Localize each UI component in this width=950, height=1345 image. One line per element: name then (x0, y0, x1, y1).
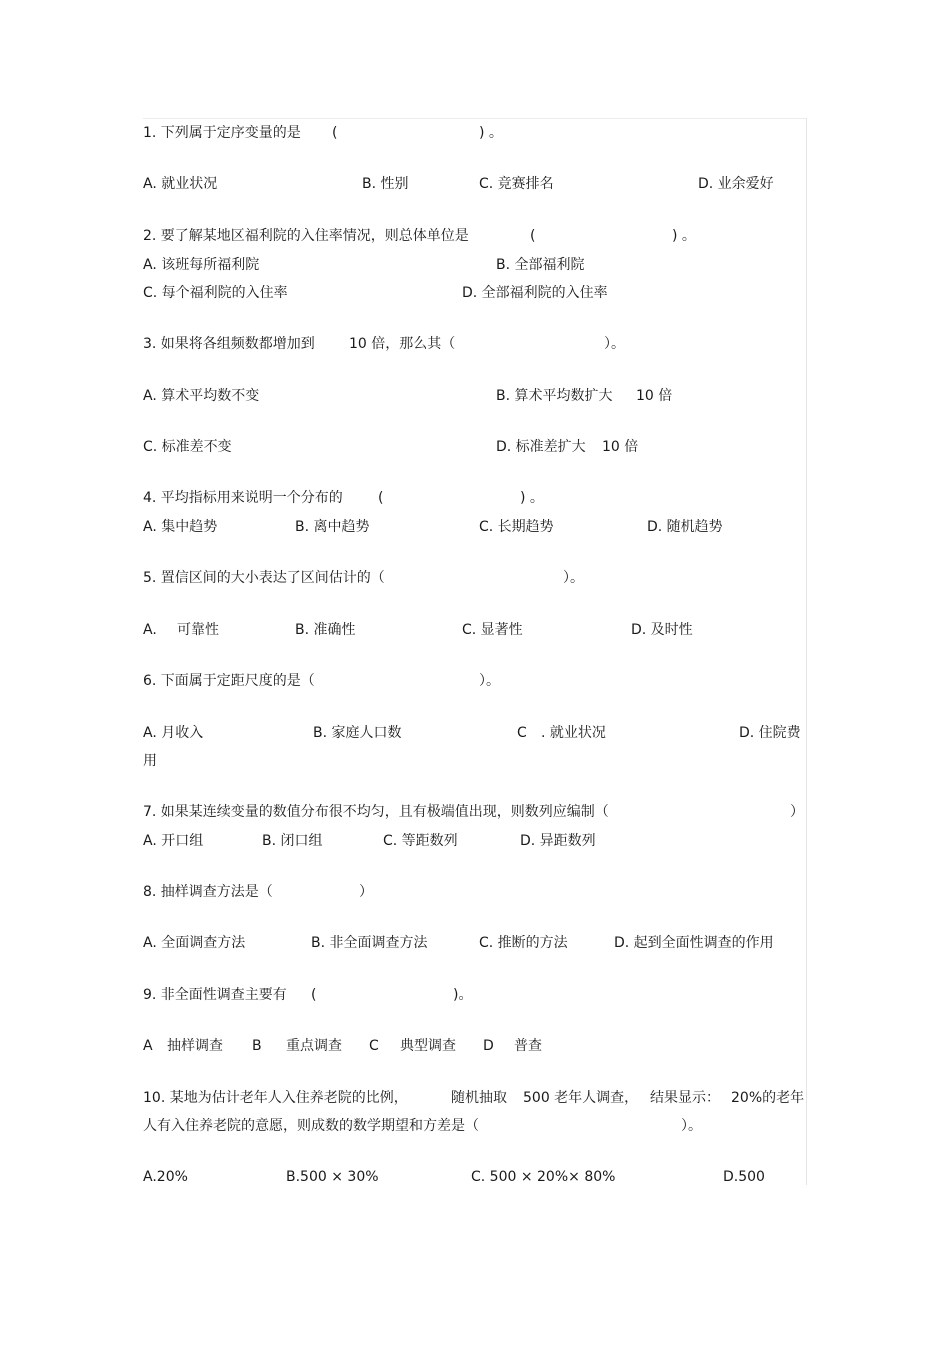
q7-option-c: C. 等距数列 (383, 833, 458, 849)
q3-option-b: B. 算术平均数扩大 (496, 388, 613, 404)
q6-option-c-letter: C (517, 725, 527, 741)
q2-option-a: A. 该班每所福利院 (143, 257, 260, 273)
q6-option-b: B. 家庭人口数 (313, 725, 402, 741)
q9-option-c: 典型调查 (400, 1038, 456, 1054)
q10-stem-b: 随机抽取 (451, 1090, 507, 1106)
q2-option-d: D. 全部福利院的入住率 (462, 285, 608, 301)
q5-option-b: B. 准确性 (295, 622, 356, 638)
q10-stem: 10. 某地为估计老年人入住养老院的比例， (143, 1090, 408, 1106)
q6-stem: 6. 下面属于定距尺度的是（ (143, 673, 315, 689)
q10-stem-line2: 人有入住养老院的意愿，则成数的数学期望和方差是（ (143, 1118, 479, 1134)
q4-stem: 4. 平均指标用来说明一个分布的 (143, 490, 343, 506)
q6-option-a: A. 月收入 (143, 725, 204, 741)
q2-paren-close: ) 。 (672, 228, 696, 244)
q3-option-d-num: 10 倍 (602, 439, 639, 455)
page-border-right (806, 118, 807, 1185)
q10-paren-close: ）。 (681, 1118, 702, 1134)
q10-option-b: B.500 × 30% (286, 1169, 379, 1185)
q4-option-a: A. 集中趋势 (143, 519, 218, 535)
q10-option-d: D.500 (723, 1169, 765, 1185)
q3-option-c: C. 标准差不变 (143, 439, 232, 455)
q3-stem-cont: 10 倍，那么其（ (349, 336, 456, 352)
q4-option-c: C. 长期趋势 (479, 519, 554, 535)
q3-paren-close: ）。 (604, 336, 625, 352)
q1-option-b: B. 性别 (362, 176, 409, 192)
q6-option-c: . 就业状况 (541, 725, 606, 741)
q6-option-d: D. 住院费 (739, 725, 801, 741)
q10-stem-e: 20%的老年 (731, 1090, 805, 1106)
q8-option-d: D. 起到全面性调查的作用 (614, 935, 774, 951)
q10-stem-c: 500 老年人调查， (523, 1090, 639, 1106)
q5-stem: 5. 置信区间的大小表达了区间估计的（ (143, 570, 385, 586)
q7-option-b: B. 闭口组 (262, 833, 323, 849)
q7-stem: 7. 如果某连续变量的数值分布很不均匀，且有极端值出现，则数列应编制（ (143, 804, 609, 820)
q7-option-d: D. 异距数列 (520, 833, 596, 849)
q5-option-a-letter: A. (143, 622, 157, 638)
q1-option-a: A. 就业状况 (143, 176, 218, 192)
q8-option-a: A. 全面调查方法 (143, 935, 246, 951)
q3-option-a: A. 算术平均数不变 (143, 388, 260, 404)
q3-option-d: D. 标准差扩大 (496, 439, 586, 455)
q9-option-a-letter: A (143, 1038, 153, 1054)
q9-stem: 9. 非全面性调查主要有 (143, 987, 287, 1003)
q2-paren-open: ( (530, 228, 536, 244)
q9-option-d: 普查 (514, 1038, 542, 1054)
q7-paren-close: ） (790, 804, 804, 820)
q1-paren-close: ) 。 (479, 125, 503, 141)
q4-paren-close: ) 。 (520, 490, 544, 506)
page-border-top (143, 118, 807, 119)
q4-option-b: B. 离中趋势 (295, 519, 370, 535)
q5-option-d: D. 及时性 (631, 622, 693, 638)
q10-option-c: C. 500 × 20%× 80% (471, 1169, 616, 1185)
q9-paren-close: )。 (453, 987, 473, 1003)
q9-option-a: 抽样调查 (167, 1038, 223, 1054)
q4-paren-open: ( (378, 490, 384, 506)
q1-option-d: D. 业余爱好 (698, 176, 774, 192)
q2-stem: 2. 要了解某地区福利院的入住率情况，则总体单位是 (143, 228, 469, 244)
q5-option-c: C. 显著性 (462, 622, 523, 638)
q8-option-b: B. 非全面调查方法 (311, 935, 428, 951)
q2-option-b: B. 全部福利院 (496, 257, 585, 273)
q5-option-a: 可靠性 (177, 622, 219, 638)
q10-option-a: A.20% (143, 1169, 188, 1185)
q9-option-b: 重点调查 (286, 1038, 342, 1054)
q9-option-d-letter: D (483, 1038, 494, 1054)
q9-paren-open: ( (311, 987, 317, 1003)
q8-paren-close: ） (359, 884, 373, 900)
q4-option-d: D. 随机趋势 (647, 519, 723, 535)
q1-paren-open: ( (332, 125, 338, 141)
q1-stem: 1. 下列属于定序变量的是 (143, 125, 301, 141)
q8-option-c: C. 推断的方法 (479, 935, 568, 951)
q6-option-d-wrap: 用 (143, 753, 157, 769)
q2-option-c: C. 每个福利院的入住率 (143, 285, 288, 301)
q9-option-c-letter: C (369, 1038, 379, 1054)
q5-paren-close: ）。 (563, 570, 584, 586)
q1-option-c: C. 竞赛排名 (479, 176, 554, 192)
q9-option-b-letter: B (252, 1038, 262, 1054)
q8-stem: 8. 抽样调查方法是（ (143, 884, 273, 900)
q6-paren-close: ）。 (479, 673, 500, 689)
q7-option-a: A. 开口组 (143, 833, 204, 849)
q10-stem-d: 结果显示： (650, 1090, 720, 1106)
q3-stem: 3. 如果将各组频数都增加到 (143, 336, 315, 352)
q3-option-b-num: 10 倍 (636, 388, 673, 404)
